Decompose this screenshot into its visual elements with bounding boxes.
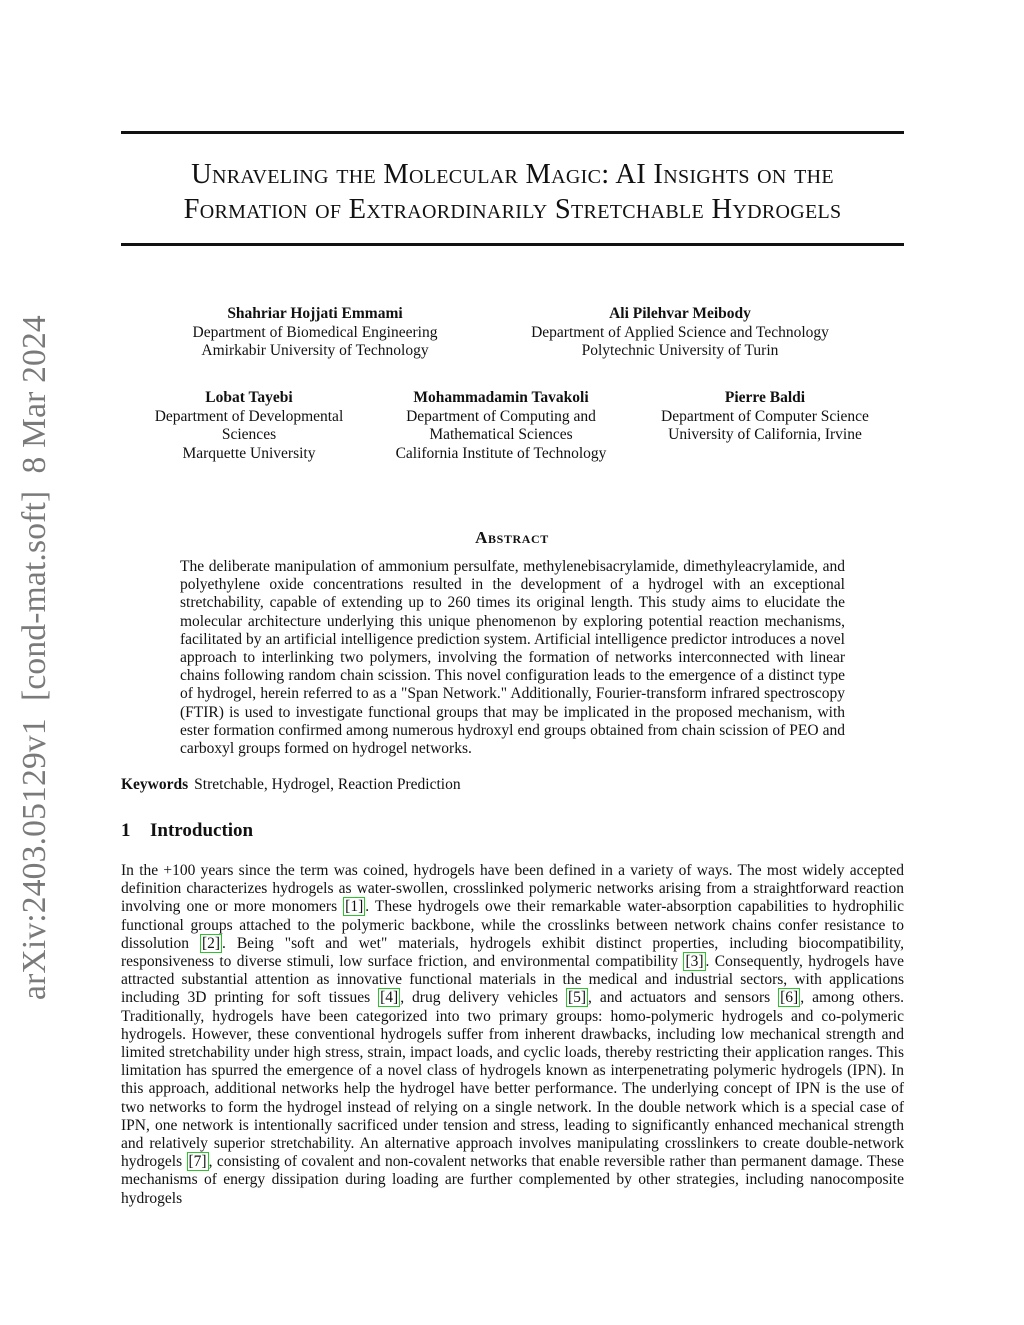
introduction-paragraph bbox=[121, 862, 904, 1208]
text-run: In the +100 years since the term was coined, hydrogels have been defined in a variety of ways. The most widely accepted definition characterizes hydrogels as water-swollen, crosslinked polymeric networks arising from a straightforward reaction involving one or more monomers bbox=[121, 862, 904, 916]
text-run: , consisting of covalent and non-covalent networks that enable reversible rather than permanent damage. These mechanisms of energy dissipation during loading are further complemented by other strategies, including nanocomposite hydrogels bbox=[121, 1153, 904, 1207]
text-run: . Consequently, hydrogels have attracted substantial attention as innovative functional materials in the medical and industrial sectors, with applications including 3D printing for soft tissues bbox=[121, 953, 905, 1007]
author-affiliation-line: Department of Computing and bbox=[406, 407, 596, 425]
author-affiliation-line: Sciences bbox=[221, 426, 277, 443]
citation-link[interactable]: [2] bbox=[201, 934, 221, 952]
citation-link[interactable]: [5] bbox=[567, 989, 587, 1007]
section-title: Introduction bbox=[150, 820, 254, 841]
author-affiliation-line: Department of Biomedical Engineering bbox=[192, 323, 438, 341]
author-5 bbox=[640, 389, 890, 445]
text-run: . Being "soft and wet" materials, hydrogels exhibit distinct properties, including biocompatibility, responsiveness to diverse stimuli, low surface friction, and environmental compatibility bbox=[121, 934, 904, 971]
author-affiliation-line: California Institute of Technology bbox=[395, 444, 607, 462]
author-affiliation-line: Amirkabir University of Technology bbox=[201, 342, 429, 359]
author-4 bbox=[378, 389, 624, 463]
arxiv-identifier: arXiv:2403.05129v1 [cond-mat.soft] 8 Mar 2024 bbox=[16, 315, 53, 1000]
citation-link[interactable]: [6] bbox=[780, 989, 799, 1007]
author-affiliation-line: University of California, Irvine bbox=[668, 426, 862, 443]
text-run: , among others. Traditionally, hydrogels have been categorized into two primary groups: homo-polymeric hydrogels and co-polymeric hydrogels. However, these conventional hydrogels suffer from inherent drawbacks, including low mechanical strength and limited stretchability under high stress, strain, impact loads, and cyclic loads, thereby restricting their application ranges. This limitation has spurred the emergence of a novel class of hydrogels known as interpenetrating polymeric hydrogels (IPN). In this approach, additional networks help the hydrogel have better performance. The underlying concept of IPN is the use of two networks to form the hydrogel instead of relying on a single network. In the double network which is a special case of IPN, one network is intentionally sacrificed under tension and stress, leading to significantly enhanced mechanical strength and relatively superior stretchability. An alternative approach involves manipulating crosslinkers to create double-network hydrogels bbox=[121, 989, 904, 1171]
title-line-2: Formation of Extraordinarily Stretchable Hydrogels bbox=[183, 194, 842, 225]
title-bottom-rule bbox=[121, 243, 904, 246]
author-affiliation-line: Department of Developmental bbox=[154, 407, 344, 425]
title-line-1: Unraveling the Molecular Magic: AI Insights on the bbox=[191, 159, 834, 190]
keywords-line bbox=[121, 776, 461, 794]
title-top-rule bbox=[121, 131, 904, 134]
author-3 bbox=[139, 389, 359, 463]
author-name: Lobat Tayebi bbox=[205, 389, 293, 406]
citation-link[interactable]: [7] bbox=[188, 1153, 207, 1171]
citation-link[interactable]: [4] bbox=[380, 989, 399, 1007]
author-name: Ali Pilehvar Meibody bbox=[609, 305, 751, 322]
text-run: , and actuators and sensors bbox=[588, 989, 779, 1007]
author-2 bbox=[505, 305, 855, 361]
author-name: Mohammadamin Tavakoli bbox=[413, 389, 589, 406]
section-heading bbox=[121, 820, 253, 842]
author-name: Pierre Baldi bbox=[724, 389, 806, 406]
keywords-text: Stretchable, Hydrogel, Reaction Prediction bbox=[194, 776, 461, 793]
author-affiliation-line: Marquette University bbox=[182, 444, 316, 462]
citation-link[interactable]: [1] bbox=[345, 898, 364, 916]
text-run: . These hydrogels owe their remarkable water-absorption capabilities to hydrophilic functional groups attached to the polymeric backbone, while the crosslinks between network chains confer resistance to dissolution bbox=[121, 898, 904, 952]
section-number: 1 bbox=[121, 820, 131, 841]
keywords-label: Keywords bbox=[121, 776, 189, 793]
abstract-text: The deliberate manipulation of ammonium persulfate, methylenebisacrylamide, dimethyleacrylamide, and polyethylene oxide concentrations resulted in the development of a hydrogel with an exceptional stretchability, capable of extending up to 260 times its original length. This study aims to elucidate the molecular architecture underlying this unique phenomenon by exploring potential reaction mechanisms, facilitated by an artificial intelligence prediction system. Artificial intelligence predictor introduces a novel approach to interlinking two polymers, involving the formation of networks interconnected with linear chains following random chain scission. This novel configuration leads to the emergence of a distinct type of hydrogel, herein referred to as a "Span Network." Additionally, Fourier-transform infrared spectroscopy (FTIR) is used to investigate functional groups that may be implicated in the proposed mechanism, with ester formation confirmed among numerous hydroxyl end groups obtained from chain scission of PEO and carboxyl groups formed on hydrogel networks. bbox=[180, 558, 845, 758]
author-affiliation-line: Polytechnic University of Turin bbox=[581, 342, 779, 359]
paper-title bbox=[121, 157, 904, 227]
text-run: , drug delivery vehicles bbox=[400, 989, 566, 1007]
author-affiliation-line: Department of Computer Science bbox=[661, 407, 869, 425]
author-1 bbox=[170, 305, 460, 361]
citation-link[interactable]: [3] bbox=[685, 953, 704, 971]
author-affiliation-line: Mathematical Sciences bbox=[429, 426, 573, 443]
author-affiliation-line: Department of Applied Science and Technology bbox=[531, 323, 829, 341]
abstract-heading: Abstract bbox=[475, 528, 549, 547]
author-name: Shahriar Hojjati Emmami bbox=[227, 305, 403, 322]
